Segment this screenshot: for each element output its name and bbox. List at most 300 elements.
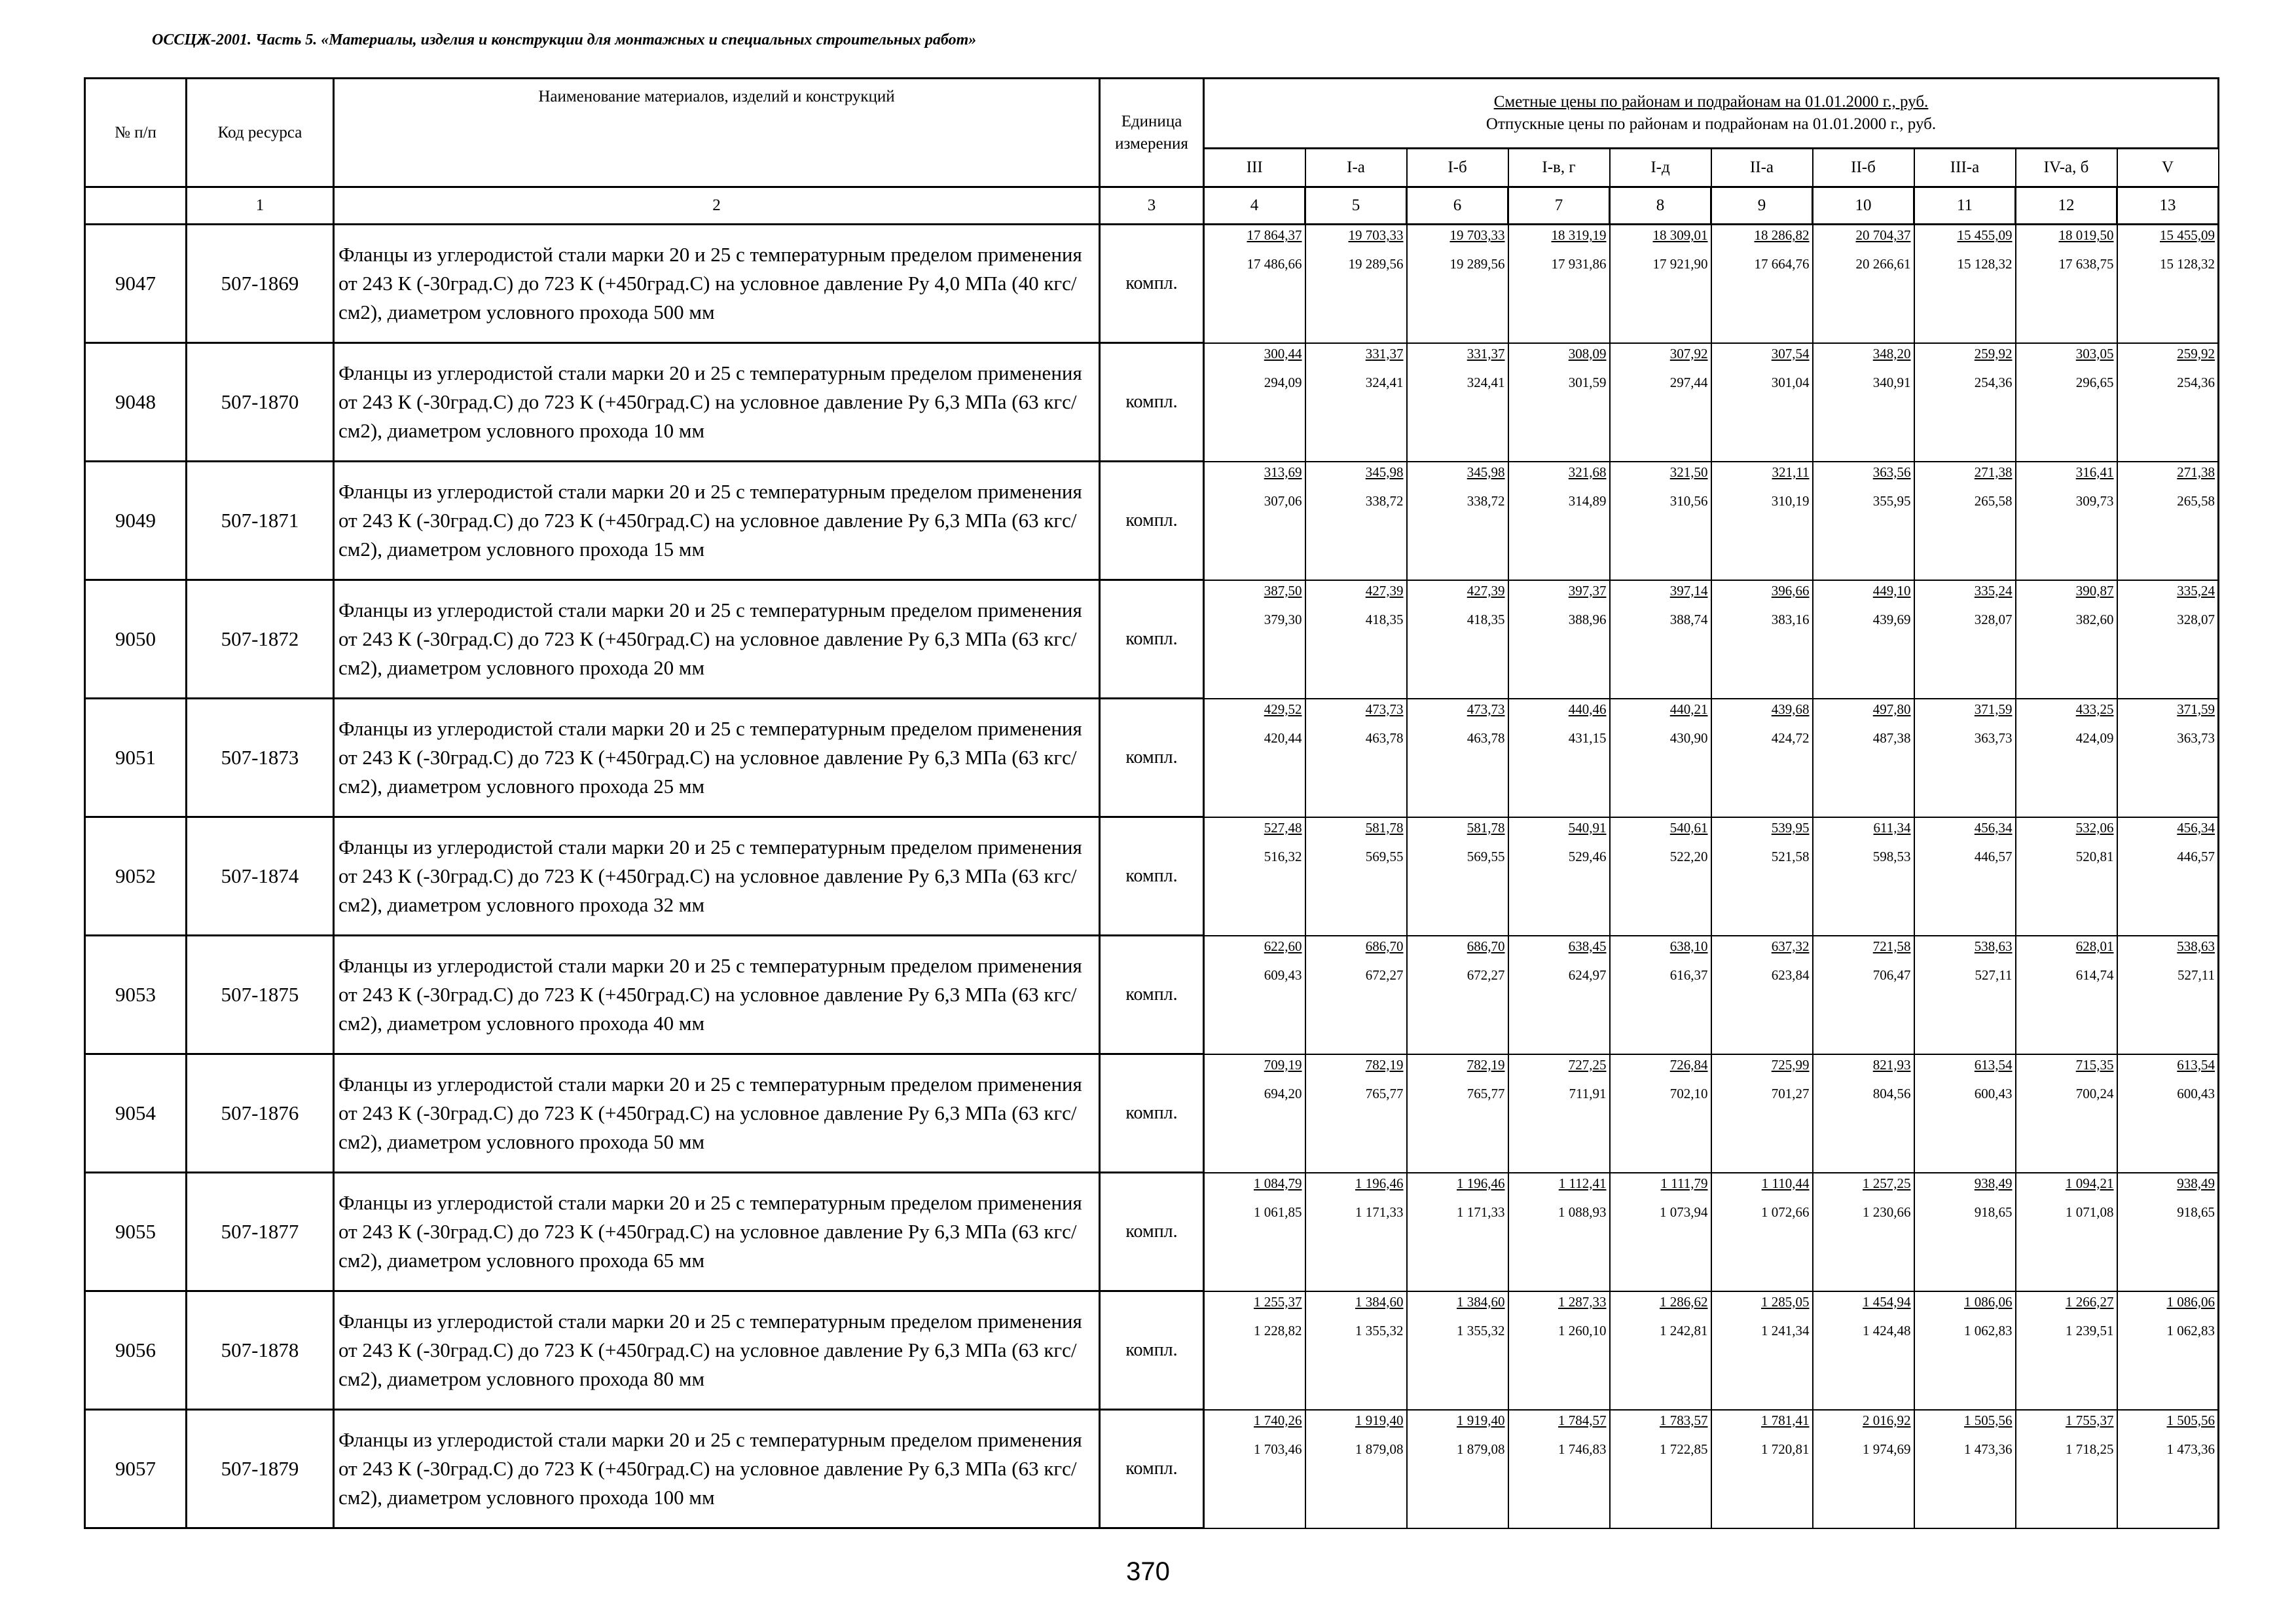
price-cell xyxy=(1610,343,1711,462)
estimate-price: 611,34 xyxy=(1873,819,1911,836)
price-cell xyxy=(1711,817,1813,936)
estimate-price: 331,37 xyxy=(1467,345,1505,361)
price-cell xyxy=(1813,1173,1914,1291)
price-cell xyxy=(1305,343,1407,462)
price-cell xyxy=(1914,699,2016,817)
price-cell xyxy=(1711,225,1813,343)
price-cell xyxy=(1305,1173,1407,1291)
estimate-price: 19 703,33 xyxy=(1348,227,1404,243)
table-row xyxy=(85,699,2219,817)
unit-of-measure: компл. xyxy=(1100,817,1204,936)
price-cell xyxy=(1610,936,1711,1054)
unit-of-measure: компл. xyxy=(1100,699,1204,817)
release-price: 600,43 xyxy=(2177,1085,2215,1101)
release-price: 265,58 xyxy=(1974,492,2013,509)
row-number: 9048 xyxy=(85,343,187,462)
estimate-price: 18 319,19 xyxy=(1551,227,1607,243)
resource-code: 507-1873 xyxy=(187,699,334,817)
estimate-price: 18 286,82 xyxy=(1754,227,1810,243)
price-cell xyxy=(1610,699,1711,817)
estimate-price: 331,37 xyxy=(1365,345,1404,361)
table-row xyxy=(85,1410,2219,1528)
price-cell xyxy=(1914,1410,2016,1528)
material-name: Фланцы из углеродистой стали марки 20 и 25 с температурным пределом применения от 243 К (-30град.С) до 723 К (+450град.С) на условное давление Ру 4,0 МПа (40 кгс/см2), диаметром условного прохода 500 мм xyxy=(334,225,1100,343)
estimate-price: 782,19 xyxy=(1467,1056,1505,1073)
material-name: Фланцы из углеродистой стали марки 20 и 25 с температурным пределом применения от 243 К (-30град.С) до 723 К (+450град.С) на условное давление Ру 6,3 МПа (63 кгс/см2), диаметром условного прохода 100 мм xyxy=(334,1410,1100,1528)
estimate-price: 581,78 xyxy=(1365,819,1404,836)
price-cell xyxy=(1305,462,1407,580)
row-number: 9054 xyxy=(85,1054,187,1173)
estimate-price: 1 257,25 xyxy=(1863,1175,1911,1191)
release-price: 701,27 xyxy=(1771,1085,1810,1101)
row-number: 9047 xyxy=(85,225,187,343)
release-price: 1 071,08 xyxy=(2066,1204,2114,1220)
price-cell xyxy=(1914,817,2016,936)
release-price: 1 720,81 xyxy=(1761,1441,1810,1457)
release-price: 379,30 xyxy=(1264,611,1302,627)
resource-code: 507-1871 xyxy=(187,462,334,580)
header-prices xyxy=(1204,79,2219,149)
release-price: 324,41 xyxy=(1365,374,1404,390)
release-price: 609,43 xyxy=(1264,967,1302,983)
price-cell xyxy=(1914,1054,2016,1173)
header-region: I-в, г xyxy=(1508,149,1610,187)
estimate-price: 1 505,56 xyxy=(1964,1412,2013,1428)
release-price: 527,11 xyxy=(2178,967,2215,983)
price-table xyxy=(84,77,2219,1529)
price-cell xyxy=(1305,817,1407,936)
estimate-price: 387,50 xyxy=(1264,582,1302,599)
release-price: 569,55 xyxy=(1365,848,1404,864)
header-region: III-а xyxy=(1914,149,2016,187)
material-name: Фланцы из углеродистой стали марки 20 и 25 с температурным пределом применения от 243 К (-30град.С) до 723 К (+450град.С) на условное давление Ру 6,3 МПа (63 кгс/см2), диаметром условного прохода 20 мм xyxy=(334,580,1100,699)
column-number: 9 xyxy=(1711,187,1813,225)
release-price: 694,20 xyxy=(1264,1085,1302,1101)
estimate-price: 1 196,46 xyxy=(1457,1175,1505,1191)
estimate-price: 938,49 xyxy=(2177,1175,2215,1191)
price-cell xyxy=(1204,343,1305,462)
estimate-price: 1 919,40 xyxy=(1457,1412,1505,1428)
estimate-price: 527,48 xyxy=(1264,819,1302,836)
material-name: Фланцы из углеродистой стали марки 20 и 25 с температурным пределом применения от 243 К (-30град.С) до 723 К (+450град.С) на условное давление Ру 6,3 МПа (63 кгс/см2), диаметром условного прохода 40 мм xyxy=(334,936,1100,1054)
estimate-price: 307,54 xyxy=(1771,345,1810,361)
estimate-price: 335,24 xyxy=(2177,582,2215,599)
header-region: II-а xyxy=(1711,149,1813,187)
release-price: 1 722,85 xyxy=(1660,1441,1708,1457)
row-number: 9055 xyxy=(85,1173,187,1291)
price-cell xyxy=(1407,1291,1508,1410)
release-price: 17 921,90 xyxy=(1652,256,1708,272)
header-region: I-а xyxy=(1305,149,1407,187)
material-name: Фланцы из углеродистой стали марки 20 и 25 с температурным пределом применения от 243 К (-30град.С) до 723 К (+450град.С) на условное давление Ру 6,3 МПа (63 кгс/см2), диаметром условного прохода 10 мм xyxy=(334,343,1100,462)
unit-of-measure: компл. xyxy=(1100,462,1204,580)
release-price: 1 242,81 xyxy=(1660,1322,1708,1338)
estimate-price: 15 455,09 xyxy=(1957,227,2013,243)
resource-code: 507-1879 xyxy=(187,1410,334,1528)
header-region: V xyxy=(2117,149,2219,187)
release-price: 1 879,08 xyxy=(1457,1441,1505,1457)
release-price: 765,77 xyxy=(1365,1085,1404,1101)
price-cell xyxy=(2117,580,2219,699)
release-price: 446,57 xyxy=(1974,848,2013,864)
row-number: 9050 xyxy=(85,580,187,699)
release-price: 309,73 xyxy=(2075,492,2114,509)
column-number: 12 xyxy=(2016,187,2117,225)
column-number: 6 xyxy=(1407,187,1508,225)
price-cell xyxy=(1610,1173,1711,1291)
release-price: 328,07 xyxy=(2177,611,2215,627)
release-price: 301,04 xyxy=(1771,374,1810,390)
release-price: 1 718,25 xyxy=(2066,1441,2114,1457)
estimate-price: 17 864,37 xyxy=(1247,227,1302,243)
release-price: 1 088,93 xyxy=(1558,1204,1607,1220)
price-cell xyxy=(1610,580,1711,699)
release-price: 1 879,08 xyxy=(1355,1441,1404,1457)
release-price: 614,74 xyxy=(2075,967,2114,983)
price-cell xyxy=(1305,1410,1407,1528)
unit-of-measure: компл. xyxy=(1100,343,1204,462)
price-cell xyxy=(1914,580,2016,699)
estimate-price: 348,20 xyxy=(1872,345,1911,361)
release-price: 388,96 xyxy=(1568,611,1607,627)
price-cell xyxy=(1711,1173,1813,1291)
unit-of-measure: компл. xyxy=(1100,580,1204,699)
release-price: 1 072,66 xyxy=(1761,1204,1810,1220)
price-cell xyxy=(1305,225,1407,343)
estimate-price: 1 285,05 xyxy=(1761,1293,1810,1310)
release-price: 598,53 xyxy=(1872,848,1911,864)
release-price: 382,60 xyxy=(2075,611,2114,627)
price-cell xyxy=(1407,1054,1508,1173)
estimate-price: 397,37 xyxy=(1568,582,1607,599)
release-price: 430,90 xyxy=(1669,729,1708,746)
estimate-price: 345,98 xyxy=(1365,464,1404,480)
estimate-price: 628,01 xyxy=(2075,938,2114,954)
release-price: 418,35 xyxy=(1365,611,1404,627)
estimate-price: 371,59 xyxy=(1974,701,2013,717)
estimate-price: 371,59 xyxy=(2177,701,2215,717)
release-price: 340,91 xyxy=(1872,374,1911,390)
estimate-price: 637,32 xyxy=(1771,938,1810,954)
estimate-price: 20 704,37 xyxy=(1855,227,1911,243)
estimate-price: 938,49 xyxy=(1974,1175,2013,1191)
price-cell xyxy=(2117,1410,2219,1528)
estimate-price: 1 505,56 xyxy=(2166,1412,2215,1428)
release-price: 918,65 xyxy=(1974,1204,2013,1220)
price-cell xyxy=(1813,1291,1914,1410)
price-cell xyxy=(2016,225,2117,343)
release-price: 521,58 xyxy=(1771,848,1810,864)
release-price: 301,59 xyxy=(1568,374,1607,390)
resource-code: 507-1875 xyxy=(187,936,334,1054)
price-cell xyxy=(2117,699,2219,817)
release-price: 1 171,33 xyxy=(1457,1204,1505,1220)
release-price: 424,72 xyxy=(1771,729,1810,746)
column-number: 2 xyxy=(334,187,1100,225)
release-price: 363,73 xyxy=(2177,729,2215,746)
estimate-price: 473,73 xyxy=(1467,701,1505,717)
estimate-price: 1 454,94 xyxy=(1863,1293,1911,1310)
column-number: 7 xyxy=(1508,187,1610,225)
price-cell xyxy=(1407,225,1508,343)
release-price: 706,47 xyxy=(1872,967,1911,983)
release-price: 804,56 xyxy=(1872,1085,1911,1101)
price-cell xyxy=(1305,699,1407,817)
price-cell xyxy=(1204,462,1305,580)
estimate-price: 271,38 xyxy=(1974,464,2013,480)
row-number: 9053 xyxy=(85,936,187,1054)
unit-of-measure: компл. xyxy=(1100,936,1204,1054)
estimate-price: 721,58 xyxy=(1872,938,1911,954)
release-price: 15 128,32 xyxy=(1957,256,2013,272)
estimate-price: 1 384,60 xyxy=(1457,1293,1505,1310)
price-cell xyxy=(2016,580,2117,699)
price-cell xyxy=(1711,936,1813,1054)
release-price: 527,11 xyxy=(1975,967,2013,983)
price-cell xyxy=(1508,1291,1610,1410)
release-price: 529,46 xyxy=(1568,848,1607,864)
release-price: 17 638,75 xyxy=(2058,256,2114,272)
release-price: 418,35 xyxy=(1467,611,1505,627)
price-cell xyxy=(1711,462,1813,580)
price-cell xyxy=(1204,1173,1305,1291)
release-price: 265,58 xyxy=(2177,492,2215,509)
price-cell xyxy=(1407,936,1508,1054)
release-price: 254,36 xyxy=(2177,374,2215,390)
material-name: Фланцы из углеродистой стали марки 20 и 25 с температурным пределом применения от 243 К (-30град.С) до 723 К (+450град.С) на условное давление Ру 6,3 МПа (63 кгс/см2), диаметром условного прохода 50 мм xyxy=(334,1054,1100,1173)
release-price: 1 355,32 xyxy=(1355,1322,1404,1338)
unit-of-measure: компл. xyxy=(1100,225,1204,343)
estimate-price: 1 755,37 xyxy=(2066,1412,2114,1428)
unit-of-measure: компл. xyxy=(1100,1410,1204,1528)
price-cell xyxy=(2016,343,2117,462)
material-name: Фланцы из углеродистой стали марки 20 и 25 с температурным пределом применения от 243 К (-30град.С) до 723 К (+450град.С) на условное давление Ру 6,3 МПа (63 кгс/см2), диаметром условного прохода 80 мм xyxy=(334,1291,1100,1410)
page-number: 370 xyxy=(1126,1557,1170,1586)
estimate-price: 449,10 xyxy=(1872,582,1911,599)
header-name: Наименование материалов, изделий и конструкций xyxy=(334,79,1100,187)
release-price: 17 486,66 xyxy=(1247,256,1302,272)
price-cell xyxy=(1813,580,1914,699)
estimate-price: 2 016,92 xyxy=(1863,1412,1911,1428)
release-price: 522,20 xyxy=(1669,848,1708,864)
price-cell xyxy=(1508,462,1610,580)
release-price: 1 228,82 xyxy=(1254,1322,1302,1338)
row-number: 9049 xyxy=(85,462,187,580)
material-name: Фланцы из углеродистой стали марки 20 и 25 с температурным пределом применения от 243 К (-30град.С) до 723 К (+450град.С) на условное давление Ру 6,3 МПа (63 кгс/см2), диаметром условного прохода 65 мм xyxy=(334,1173,1100,1291)
estimate-price: 622,60 xyxy=(1264,938,1302,954)
estimate-price: 540,91 xyxy=(1568,819,1607,836)
release-price: 1 974,69 xyxy=(1863,1441,1911,1457)
release-price: 355,95 xyxy=(1872,492,1911,509)
price-cell xyxy=(2117,936,2219,1054)
estimate-price: 15 455,09 xyxy=(2160,227,2215,243)
estimate-price: 321,68 xyxy=(1568,464,1607,480)
table-row xyxy=(85,462,2219,580)
estimate-price: 1 784,57 xyxy=(1558,1412,1607,1428)
estimate-price: 1 196,46 xyxy=(1355,1175,1404,1191)
estimate-price: 782,19 xyxy=(1365,1056,1404,1073)
header-region: I-д xyxy=(1610,149,1711,187)
estimate-price: 259,92 xyxy=(1974,345,2013,361)
estimate-price: 259,92 xyxy=(2177,345,2215,361)
estimate-price: 1 781,41 xyxy=(1761,1412,1810,1428)
price-cell xyxy=(1305,1291,1407,1410)
price-cell xyxy=(2016,1291,2117,1410)
estimate-price: 638,10 xyxy=(1669,938,1708,954)
estimate-price: 1 094,21 xyxy=(2066,1175,2114,1191)
material-name: Фланцы из углеродистой стали марки 20 и 25 с температурным пределом применения от 243 К (-30град.С) до 723 К (+450град.С) на условное давление Ру 6,3 МПа (63 кгс/см2), диаметром условного прохода 25 мм xyxy=(334,699,1100,817)
estimate-price: 1 919,40 xyxy=(1355,1412,1404,1428)
release-price: 1 239,51 xyxy=(2066,1322,2114,1338)
release-price: 569,55 xyxy=(1467,848,1505,864)
estimate-price: 440,46 xyxy=(1568,701,1607,717)
price-cell xyxy=(1610,1054,1711,1173)
estimate-price: 429,52 xyxy=(1264,701,1302,717)
price-cell xyxy=(2117,817,2219,936)
table-row xyxy=(85,343,2219,462)
release-price: 1 073,94 xyxy=(1660,1204,1708,1220)
estimate-price: 321,50 xyxy=(1669,464,1708,480)
price-cell xyxy=(1813,817,1914,936)
release-price: 307,06 xyxy=(1264,492,1302,509)
release-price: 1 230,66 xyxy=(1863,1204,1911,1220)
estimate-price: 821,93 xyxy=(1872,1056,1911,1073)
release-price: 338,72 xyxy=(1467,492,1505,509)
release-price: 328,07 xyxy=(1974,611,2013,627)
price-cell xyxy=(2117,343,2219,462)
price-cell xyxy=(1204,1410,1305,1528)
price-cell xyxy=(1204,817,1305,936)
price-cell xyxy=(1813,462,1914,580)
estimate-price: 439,68 xyxy=(1771,701,1810,717)
release-price: 296,65 xyxy=(2075,374,2114,390)
release-price: 711,91 xyxy=(1569,1085,1607,1101)
price-cell xyxy=(1711,1054,1813,1173)
material-name: Фланцы из углеродистой стали марки 20 и 25 с температурным пределом применения от 243 К (-30град.С) до 723 К (+450град.С) на условное давление Ру 6,3 МПа (63 кгс/см2), диаметром условного прохода 15 мм xyxy=(334,462,1100,580)
estimate-price: 1 255,37 xyxy=(1254,1293,1302,1310)
price-cell xyxy=(1813,1410,1914,1528)
price-cell xyxy=(1508,1410,1610,1528)
release-price: 310,56 xyxy=(1669,492,1708,509)
estimate-price: 1 286,62 xyxy=(1660,1293,1708,1310)
price-cell xyxy=(1407,462,1508,580)
release-price: 623,84 xyxy=(1771,967,1810,983)
table-row xyxy=(85,1291,2219,1410)
price-cell xyxy=(1914,1173,2016,1291)
release-price: 1 473,36 xyxy=(1964,1441,2013,1457)
row-number: 9057 xyxy=(85,1410,187,1528)
release-price: 1 473,36 xyxy=(2166,1441,2215,1457)
price-cell xyxy=(2016,1410,2117,1528)
resource-code: 507-1870 xyxy=(187,343,334,462)
column-number: 8 xyxy=(1610,187,1711,225)
price-cell xyxy=(1204,936,1305,1054)
release-price: 487,38 xyxy=(1872,729,1911,746)
estimate-price: 538,63 xyxy=(2177,938,2215,954)
release-price: 1 703,46 xyxy=(1254,1441,1302,1457)
estimate-price: 456,34 xyxy=(1974,819,2013,836)
estimate-price: 1 111,79 xyxy=(1660,1175,1708,1191)
estimate-price: 345,98 xyxy=(1467,464,1505,480)
release-price: 463,78 xyxy=(1365,729,1404,746)
release-price: 702,10 xyxy=(1669,1085,1708,1101)
release-price: 294,09 xyxy=(1264,374,1302,390)
price-cell xyxy=(1914,462,2016,580)
price-cell xyxy=(1711,580,1813,699)
document-header: ОССЦЖ-2001. Часть 5. «Материалы, изделия и конструкции для монтажных и специальных строительных работ» xyxy=(152,31,977,48)
release-price: 424,09 xyxy=(2075,729,2114,746)
price-cell xyxy=(1711,1410,1813,1528)
estimate-price: 686,70 xyxy=(1365,938,1404,954)
estimate-price: 725,99 xyxy=(1771,1056,1810,1073)
price-cell xyxy=(1204,699,1305,817)
release-price: 446,57 xyxy=(2177,848,2215,864)
header-estimate-prices: Сметные цены по районам и подрайонам на 01.01.2000 г., руб. xyxy=(1493,93,1929,111)
release-price: 1 061,85 xyxy=(1254,1204,1302,1220)
release-price: 1 062,83 xyxy=(1964,1322,2013,1338)
release-price: 297,44 xyxy=(1669,374,1708,390)
resource-code: 507-1877 xyxy=(187,1173,334,1291)
price-cell xyxy=(1508,936,1610,1054)
row-number: 9051 xyxy=(85,699,187,817)
estimate-price: 1 266,27 xyxy=(2066,1293,2114,1310)
estimate-price: 497,80 xyxy=(1872,701,1911,717)
release-price: 1 260,10 xyxy=(1558,1322,1607,1338)
estimate-price: 316,41 xyxy=(2075,464,2114,480)
unit-of-measure: компл. xyxy=(1100,1054,1204,1173)
estimate-price: 613,54 xyxy=(1974,1056,2013,1073)
price-cell xyxy=(1813,225,1914,343)
price-cell xyxy=(2016,1173,2117,1291)
price-cell xyxy=(1610,462,1711,580)
price-cell xyxy=(1407,580,1508,699)
resource-code: 507-1869 xyxy=(187,225,334,343)
release-price: 363,73 xyxy=(1974,729,2013,746)
price-cell xyxy=(1711,1291,1813,1410)
price-cell xyxy=(1407,343,1508,462)
price-cell xyxy=(2016,699,2117,817)
estimate-price: 1 112,41 xyxy=(1558,1175,1607,1191)
estimate-price: 390,87 xyxy=(2075,582,2114,599)
estimate-price: 1 110,44 xyxy=(1761,1175,1810,1191)
column-number: 5 xyxy=(1305,187,1407,225)
price-cell xyxy=(2117,1173,2219,1291)
price-cell xyxy=(1407,699,1508,817)
price-cell xyxy=(1711,343,1813,462)
header-code: Код ресурса xyxy=(187,79,334,187)
release-price: 254,36 xyxy=(1974,374,2013,390)
price-cell xyxy=(2117,1054,2219,1173)
estimate-price: 709,19 xyxy=(1264,1056,1302,1073)
resource-code: 507-1878 xyxy=(187,1291,334,1410)
release-price: 616,37 xyxy=(1669,967,1708,983)
header-region: III xyxy=(1204,149,1305,187)
price-cell xyxy=(1610,1291,1711,1410)
estimate-price: 321,11 xyxy=(1772,464,1810,480)
table-row xyxy=(85,936,2219,1054)
price-cell xyxy=(1813,343,1914,462)
price-cell xyxy=(2016,1054,2117,1173)
table-row xyxy=(85,1173,2219,1291)
price-cell xyxy=(1508,699,1610,817)
header-region: IV-а, б xyxy=(2016,149,2117,187)
column-number: 11 xyxy=(1914,187,2016,225)
price-cell xyxy=(1204,580,1305,699)
release-price: 17 664,76 xyxy=(1754,256,1810,272)
estimate-price: 18 309,01 xyxy=(1652,227,1708,243)
release-price: 1 424,48 xyxy=(1863,1322,1911,1338)
release-price: 918,65 xyxy=(2177,1204,2215,1220)
